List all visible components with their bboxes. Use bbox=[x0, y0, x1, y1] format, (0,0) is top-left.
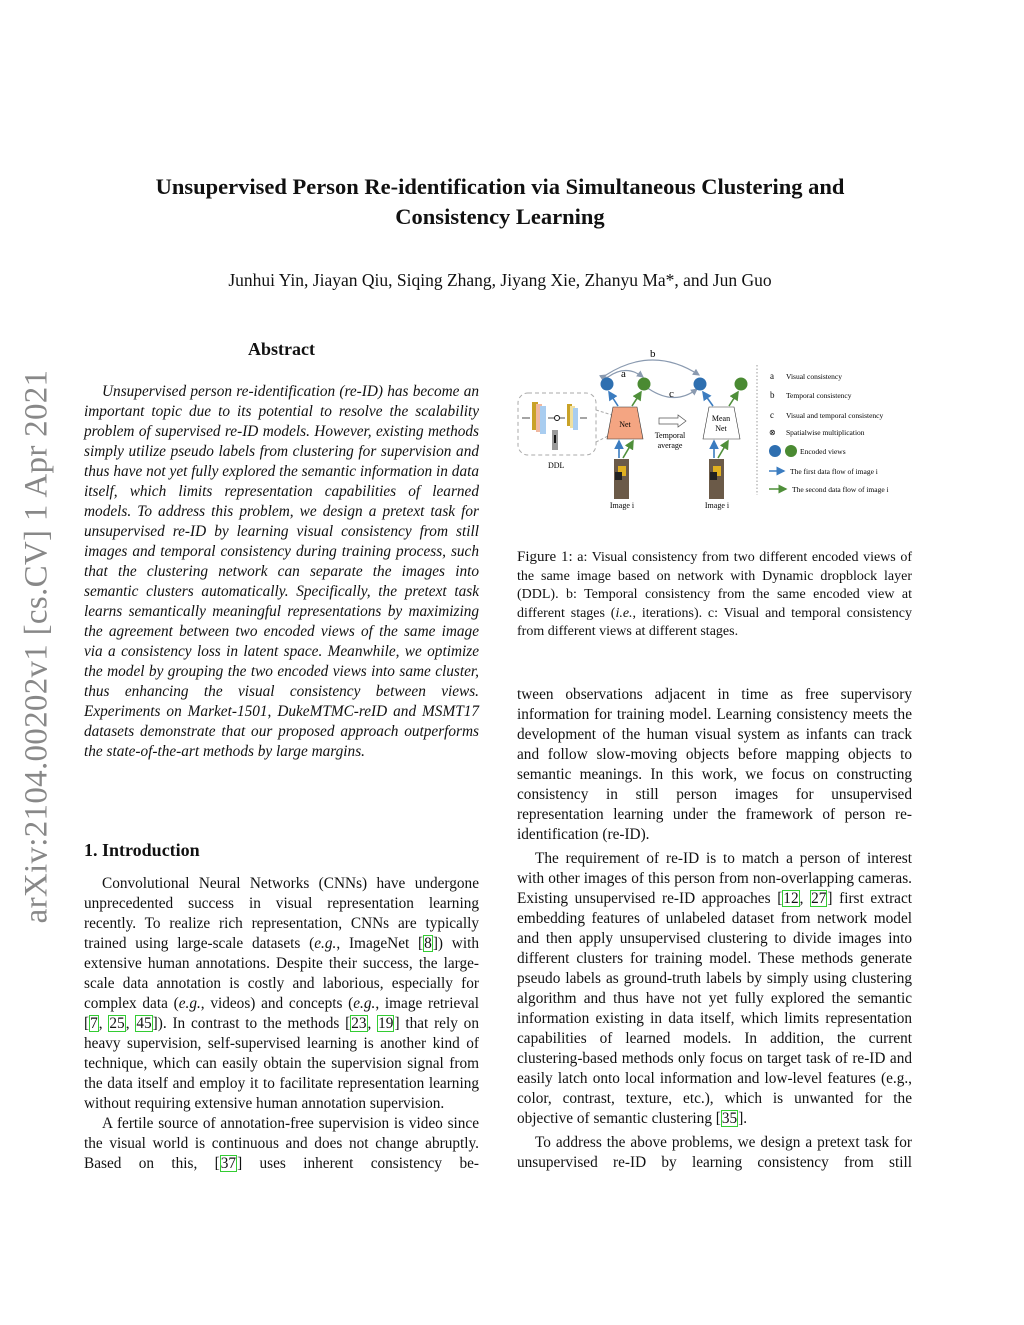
italic-text: e.g. bbox=[178, 995, 201, 1012]
legend-text: Visual consistency bbox=[786, 372, 842, 381]
paragraph bbox=[517, 849, 912, 1129]
italic-text: i.e. bbox=[615, 605, 633, 621]
paragraph bbox=[84, 1114, 479, 1174]
text-run: , iterations). c: Visual and temporal consistency from different views at different stages. bbox=[517, 605, 912, 639]
average-label: average bbox=[657, 441, 683, 450]
legend-text: The first data flow of image i bbox=[790, 467, 878, 476]
legend bbox=[769, 371, 889, 494]
label-a: a bbox=[621, 368, 626, 380]
citation-link[interactable]: 27 bbox=[811, 890, 827, 907]
person-image bbox=[709, 459, 724, 499]
text-run: A fertile source of annotation-free supervision is video since the visual world is continuous and does not change abruptly. Based on this, [ bbox=[84, 1115, 479, 1172]
caption-label: Figure 1: bbox=[517, 549, 573, 565]
encoded-view-blue bbox=[601, 378, 614, 391]
authors: Junhui Yin, Jiayan Qiu, Siqing Zhang, Jiyang Xie, Zhanyu Ma*, and Jun Guo bbox=[228, 270, 772, 290]
green-circle-icon bbox=[785, 445, 797, 457]
text-run: ]). In contrast to the methods [ bbox=[152, 1015, 351, 1032]
text-run: , image retrieval [ bbox=[84, 995, 479, 1032]
text-run: ]) with extensive human annotations. Despite their success, the large-scale data annotation is costly and laborious, especially for complex data ( bbox=[84, 935, 479, 1012]
text-run: The requirement of re-ID is to match a person of interest with other images of this person from non-overlapping cameras. Existing unsupervised re-ID approaches [ bbox=[517, 850, 912, 907]
citation-link[interactable]: 7 bbox=[90, 1015, 98, 1032]
text-run: , bbox=[125, 1015, 136, 1032]
arxiv-stamp: arXiv:2104.00202v1 [cs.CV] 1 Apr 2021 bbox=[18, 369, 55, 924]
paragraph bbox=[84, 874, 479, 1114]
mean-net-label: Mean bbox=[711, 414, 731, 423]
citation-link[interactable]: 25 bbox=[109, 1015, 125, 1032]
intro-text bbox=[84, 874, 479, 1174]
paragraph bbox=[517, 685, 912, 845]
encoded-view-green bbox=[735, 378, 748, 391]
citation-link[interactable]: 35 bbox=[721, 1110, 738, 1127]
encoded-view-blue bbox=[694, 378, 707, 391]
text-run: , videos) and concepts ( bbox=[200, 995, 354, 1012]
italic-text: e.g. bbox=[353, 995, 376, 1012]
legend-text: Encoded views bbox=[800, 447, 846, 456]
encoded-view-green bbox=[638, 378, 651, 391]
right-column-text bbox=[517, 685, 912, 1173]
legend-text: Temporal consistency bbox=[786, 391, 852, 400]
text-run: , bbox=[98, 1015, 109, 1032]
text-run: Convolutional Neural Networks (CNNs) have undergone unprecedented success in visual representation learning recently. To realize rich representation, CNNs are typically trained using large-scale datasets ( bbox=[84, 875, 479, 952]
ddl-layers bbox=[522, 402, 587, 450]
image-label: Image i bbox=[704, 501, 730, 510]
legend-key: ⊗ bbox=[769, 428, 776, 437]
legend-key: b bbox=[770, 390, 775, 400]
text-run: To address the above problems, we design a pretext task for unsupervised re-ID by learning consistency from still bbox=[517, 1134, 912, 1171]
ddl-label: DDL bbox=[548, 461, 565, 470]
citation-link[interactable]: 19 bbox=[378, 1015, 394, 1032]
text-run: , bbox=[367, 1015, 378, 1032]
citation-link[interactable]: 8 bbox=[424, 935, 432, 952]
text-run: , ImageNet [ bbox=[336, 935, 424, 952]
mean-net-label: Net bbox=[715, 424, 727, 433]
mean-net-block bbox=[703, 407, 740, 439]
text-run: , bbox=[799, 890, 811, 907]
section-heading: 1. Introduction bbox=[84, 840, 200, 860]
label-c: c bbox=[669, 388, 674, 400]
paper-title: Unsupervised Person Re-identification via Simultaneous Clustering and Consistency Learning bbox=[155, 174, 845, 229]
text-run: tween observations adjacent in time as free supervisory information for training model. Learning consistency meets the development of the human visual system as infants can track and follow slow-moving objects before mapping objects to semantic meanings. In this work, we focus on constructing consistency in still person images for unsupervised representation learning under the framework of person re-identification (re-ID). bbox=[517, 686, 912, 843]
paragraph bbox=[517, 1133, 912, 1173]
consistency-arcs bbox=[606, 360, 699, 398]
abstract-text: Unsupervised person re-identification (re-ID) has become an important topic due to its potential to resolve the scalability problem of supervised re-ID models. However, existing methods simply utilize pseudo labels from clustering for supervision and thus have not yet fully explored the semantic information in data itself, which limits representation capabilities of learned models. To address this problem, we design a pretext task for unsupervised re-ID by learning visual consistency from still images and temporal consistency during training process, such that the clustering network can separate the images into semantic clusters automatically. Specifically, the pretext task learns semantically meaningful representations by maximizing the agreement between two encoded views of the same image via a consistency loss in latent space. Meanwhile, we optimize the model by grouping the two encoded views into same cluster, thus enhancing the visual consistency between views. Experiments on Market-1501, DukeMTMC-reID and MSMT17 datasets demonstrate that our proposed approach outperforms the state-of-the-art methods by large margins. bbox=[84, 383, 479, 760]
caption-text bbox=[517, 550, 912, 639]
italic-text: e.g. bbox=[314, 935, 337, 952]
abstract-body bbox=[84, 382, 479, 762]
temporal-label: Temporal bbox=[654, 431, 686, 440]
legend-key: a bbox=[770, 371, 774, 381]
legend-key: c bbox=[770, 410, 774, 420]
person-image bbox=[614, 459, 629, 499]
net-label: Net bbox=[619, 420, 631, 429]
citation-link[interactable]: 12 bbox=[783, 890, 799, 907]
image-label: Image i bbox=[609, 501, 635, 510]
citation-link[interactable]: 45 bbox=[136, 1015, 152, 1032]
abstract-heading: Abstract bbox=[248, 339, 315, 359]
figure-1-diagram bbox=[510, 340, 920, 520]
text-run: ] first extract embedding features of unlabeled dataset from network model and then apply unsupervised clustering to divide images into different clusters for training model. These methods generate pseudo labels as ground-truth labels by simply using clustering algorithm and thus have not yet fully explored the semantic information existing in data itself, which limits representation capabilities of learned models. In addition, the current clustering-based methods only focus on target task of re-ID and easily latch onto local information and low-level features (e.g., color, contrast, texture, etc.), which is unwanted for the objective of semantic clustering [ bbox=[517, 890, 912, 1127]
text-run: ] uses inherent consistency be- bbox=[237, 1155, 479, 1172]
legend-text: The second data flow of image i bbox=[792, 485, 889, 494]
text-run: ] that rely on heavy supervision, self-supervised learning is another kind of technique, which can easily obtain the supervision signal from the data itself and employ it to facilitate representation learning without requiring extensive human annotation supervision. bbox=[84, 1015, 479, 1112]
citation-link[interactable]: 37 bbox=[220, 1155, 237, 1172]
legend-text: Spatialwise multiplication bbox=[786, 428, 865, 437]
citation-link[interactable]: 23 bbox=[351, 1015, 367, 1032]
figure-caption bbox=[517, 548, 912, 642]
label-b: b bbox=[650, 348, 656, 360]
blue-circle-icon bbox=[769, 445, 781, 457]
text-run: a: Visual consistency from two different encoded views of the same image based on network with Dynamic dropblock layer (DDL). b: Temporal consistency from the same encoded view at different stages ( bbox=[517, 550, 912, 621]
temporal-average-arrow-icon bbox=[659, 415, 686, 427]
legend-text: Visual and temporal consistency bbox=[786, 411, 884, 420]
text-run: ]. bbox=[738, 1110, 748, 1127]
